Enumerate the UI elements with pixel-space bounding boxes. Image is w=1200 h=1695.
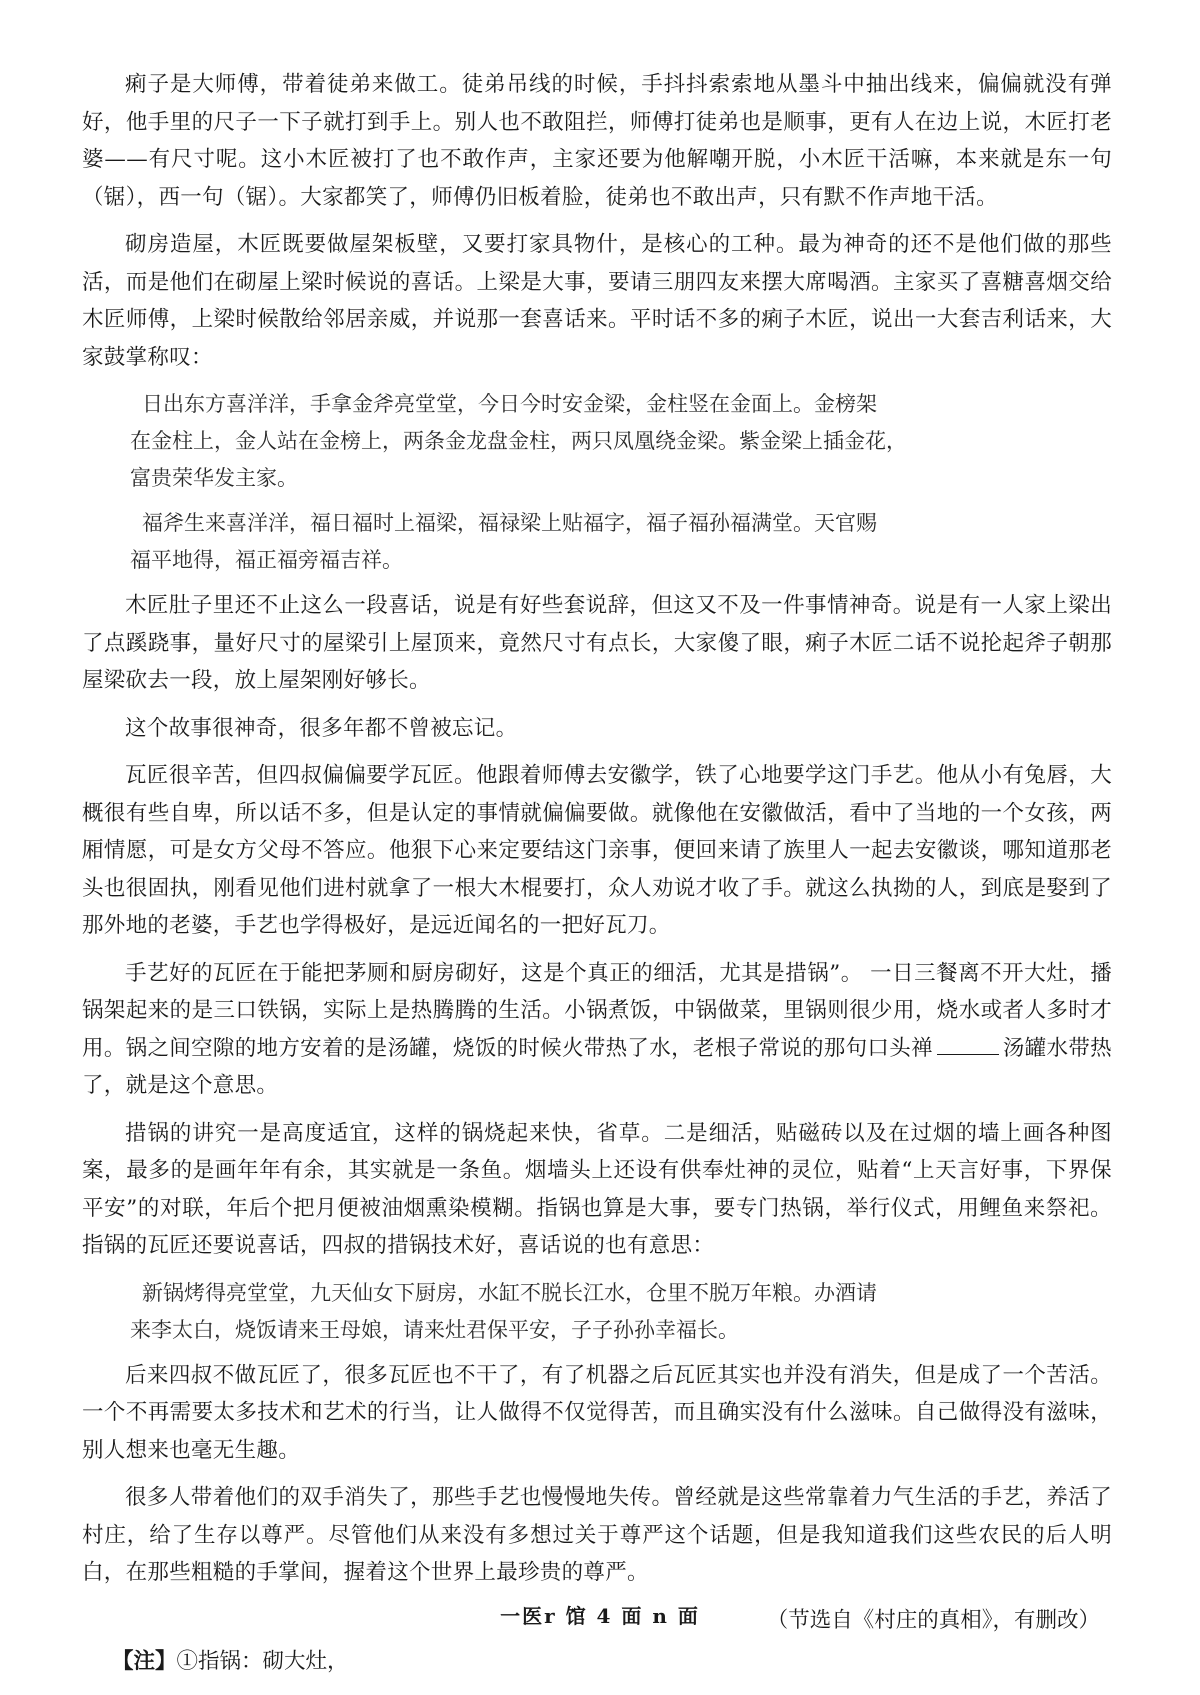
verse-line: 来李太白，烧饭请来王母娘，请来灶君保平安，子子孙孙幸福长。 [130, 1317, 739, 1342]
paragraph-7: 措锅的讲究一是高度适宜，这样的锅烧起来快，省草。二是细活，贴磁砖以及在过烟的墙上画各种图案，最多的是画年年有余，其实就是一条鱼。烟墙头上还设有供奉灶神的灵位，贴着“上天言好事，下界保平安”的对联，年后个把月便被油烟熏染模糊。指锅也算是大事，要专门热锅，举行仪式，用鲤鱼来祭祀。指锅的瓦匠还要说喜话，四叔的措锅技术好，喜话说的也有意思： [82, 1120, 1112, 1258]
paragraph-3: 木匠肚子里还不止这么一段喜话，说是有好些套说辞，但这又不及一件事情神奇。说是有一人家上梁出了点蹊跷事，量好尺寸的屋梁引上屋顶来，竟然尺寸有点长，大家傻了眼，痢子木匠二话不说抡起斧子朝那屋梁砍去一段，放上屋架刚好够长。 [82, 593, 1112, 693]
verse-line: 福斧生来喜洋洋，福日福时上福梁，福禄梁上贴福字，福子福孙福满堂。天官赐 [142, 511, 877, 535]
source-citation: （节选自《村庄的真相》，有删改） [766, 1607, 1100, 1633]
page-footer: 一医r 馆 4 面 n 面 [500, 1604, 700, 1628]
blank-para-before: 手艺好的瓦匠在于能把茅厕和厨房砌好，这是个真正的细活，尤其是措锅”。 一日三餐离不开大灶，播锅架起来的是三口铁锅，实际上是热腾腾的生活。小锅煮饭，中锅做菜，里锅则很少用，烧水或者人多时才用。锅之间空隙的地方安着的是汤罐，烧饭的时候火带热了水，老根子常说的那句口头禅 [82, 960, 1112, 1061]
note-text: ①指锅：砌大灶， [176, 1648, 349, 1674]
verse-block-3 [82, 1275, 1112, 1349]
verse-block-1 [82, 386, 1112, 497]
blank-para-after: 汤罐水带热了，就是这个意思。 [82, 1035, 1112, 1098]
article-body [82, 66, 1112, 1680]
paragraph-8: 后来四叔不做瓦匠了，很多瓦匠也不干了，有了机器之后瓦匠其实也并没有消失，但是成了一个苦活。 一个不再需要太多技术和艺术的行当，让人做得不仅觉得苦，而且确实没有什么滋味。自己做得没有滋味，别人想来也毫无生趣。 [82, 1362, 1112, 1463]
paragraph-2: 砌房造屋，木匠既要做屋架板壁，又要打家具物什，是核心的工种。最为神奇的还不是他们做的那些活，而是他们在砌屋上梁时候说的喜话。上梁是大事，要请三朋四友来摆大席喝酒。主家买了喜糖喜烟交给木匠师傅，上梁时候散给邻居亲威，并说那一套喜话来。平时话不多的痢子木匠，说出一大套吉利话来，大家鼓掌称叹： [82, 232, 1112, 370]
paragraph-4: 这个故事很神奇，很多年都不曾被忘记。 [125, 715, 518, 741]
fill-in-blank [937, 1036, 999, 1055]
verse-line: 在金柱上，金人站在金榜上，两条金龙盘金柱，两只凤凰绕金梁。紫金梁上插金花， [130, 429, 907, 453]
verse-line: 富贵荣华发主家。 [130, 466, 298, 490]
verse-line: 福平地得，福正福旁福吉祥。 [130, 548, 403, 572]
annotation-note [112, 1643, 1112, 1680]
paragraph-with-blank [82, 955, 1112, 1105]
paragraph-1: 痢子是大师傅，带着徒弟来做工。徒弟吊线的时候，手抖抖索索地从墨斗中抽出线来，偏偏就没有弹好，他手里的尺子一下子就打到手上。别人也不敢阻拦，师傅打徒弟也是顺事，更有人在边上说，木匠打老婆——有尺寸呢。这小木匠被打了也不敢作声，主家还要为他解嘲开脱，小木匠干活嘛，本来就是东一句（锯），西一句（锯）。大家都笑了，师傅仍旧板着脸，徒弟也不敢出声，只有默不作声地干活。 [82, 72, 1112, 210]
verse-line: 日出东方喜洋洋，手拿金斧亮堂堂，今日今时安金梁，金柱竖在金面上。金榜架 [142, 392, 877, 416]
paragraph-5: 瓦匠很辛苦，但四叔偏偏要学瓦匠。他跟着师傅去安徽学，铁了心地要学这门手艺。他从小有兔唇，大概很有些自卑，所以话不多，但是认定的事情就偏偏要做。就像他在安徽做活，看中了当地的一个女孩，两厢情愿，可是女方父母不答应。他狠下心来定要结这门亲事，便回来请了族里人一起去安徽谈，哪知道那老头也很固执，刚看见他们进村就拿了一根大木棍要打，众人劝说才收了手。就这么执拗的人，到底是娶到了那外地的老婆，手艺也学得极好，是远近闻名的一把好瓦刀。 [82, 763, 1112, 938]
verse-line: 新锅烤得亮堂堂，九天仙女下厨房，水缸不脱长江水，仓里不脱万年粮。办酒请 [142, 1280, 877, 1305]
verse-block-2 [82, 505, 1112, 579]
note-label: 【注】 [112, 1648, 177, 1674]
paragraph-9: 很多人带着他们的双手消失了，那些手艺也慢慢地失传。曾经就是这些常靠着力气生活的手艺，养活了村庄，给了生存以尊严。尽管他们从来没有多想过关于尊严这个话题，但是我知道我们这些农民的后人明白，在那些粗糙的手掌间，握着这个世界上最珍贵的尊严。 [82, 1485, 1112, 1585]
